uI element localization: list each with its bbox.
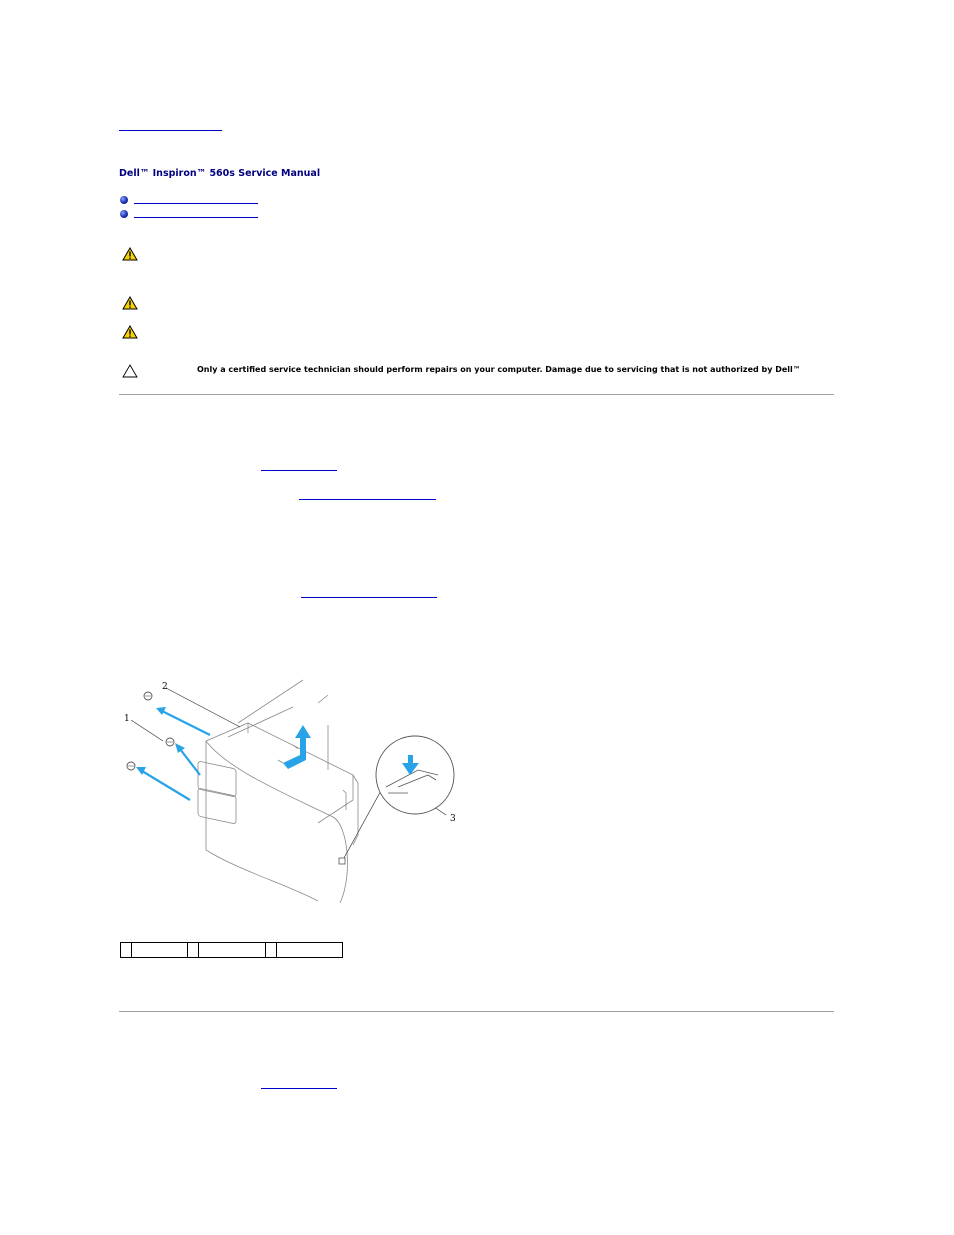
caution-notice-text: Only a certified service technician should perform repairs on your computer. Damage due to servicing that is not authorized by Dell™	[197, 365, 801, 374]
step-link-4[interactable]	[261, 1087, 337, 1089]
section-link-1[interactable]	[134, 202, 258, 204]
back-to-contents-link[interactable]	[119, 129, 222, 131]
power-supply-removal-illustration	[118, 675, 468, 910]
callout-legend-table	[120, 942, 343, 958]
caution-triangle-icon	[122, 364, 138, 378]
warning-triangle-icon	[122, 247, 138, 261]
callout-3: 3	[450, 814, 456, 824]
legend-cell	[199, 943, 266, 958]
legend-cell	[188, 943, 199, 958]
legend-cell	[121, 943, 132, 958]
section-divider	[119, 394, 834, 395]
section-link-2[interactable]	[134, 216, 258, 218]
callout-1: 1	[124, 714, 130, 724]
bullet-icon	[120, 196, 128, 204]
step-link-1[interactable]	[261, 469, 337, 471]
bullet-icon	[120, 210, 128, 218]
table-row	[121, 943, 343, 958]
legend-cell	[266, 943, 277, 958]
legend-cell	[277, 943, 343, 958]
warning-triangle-icon	[122, 325, 138, 339]
step-link-3[interactable]	[301, 596, 437, 598]
warning-triangle-icon	[122, 296, 138, 310]
page-title: Dell™ Inspiron™ 560s Service Manual	[119, 168, 321, 179]
callout-2: 2	[162, 682, 168, 692]
legend-cell	[132, 943, 188, 958]
step-link-2[interactable]	[299, 498, 436, 500]
section-divider	[119, 1011, 834, 1012]
